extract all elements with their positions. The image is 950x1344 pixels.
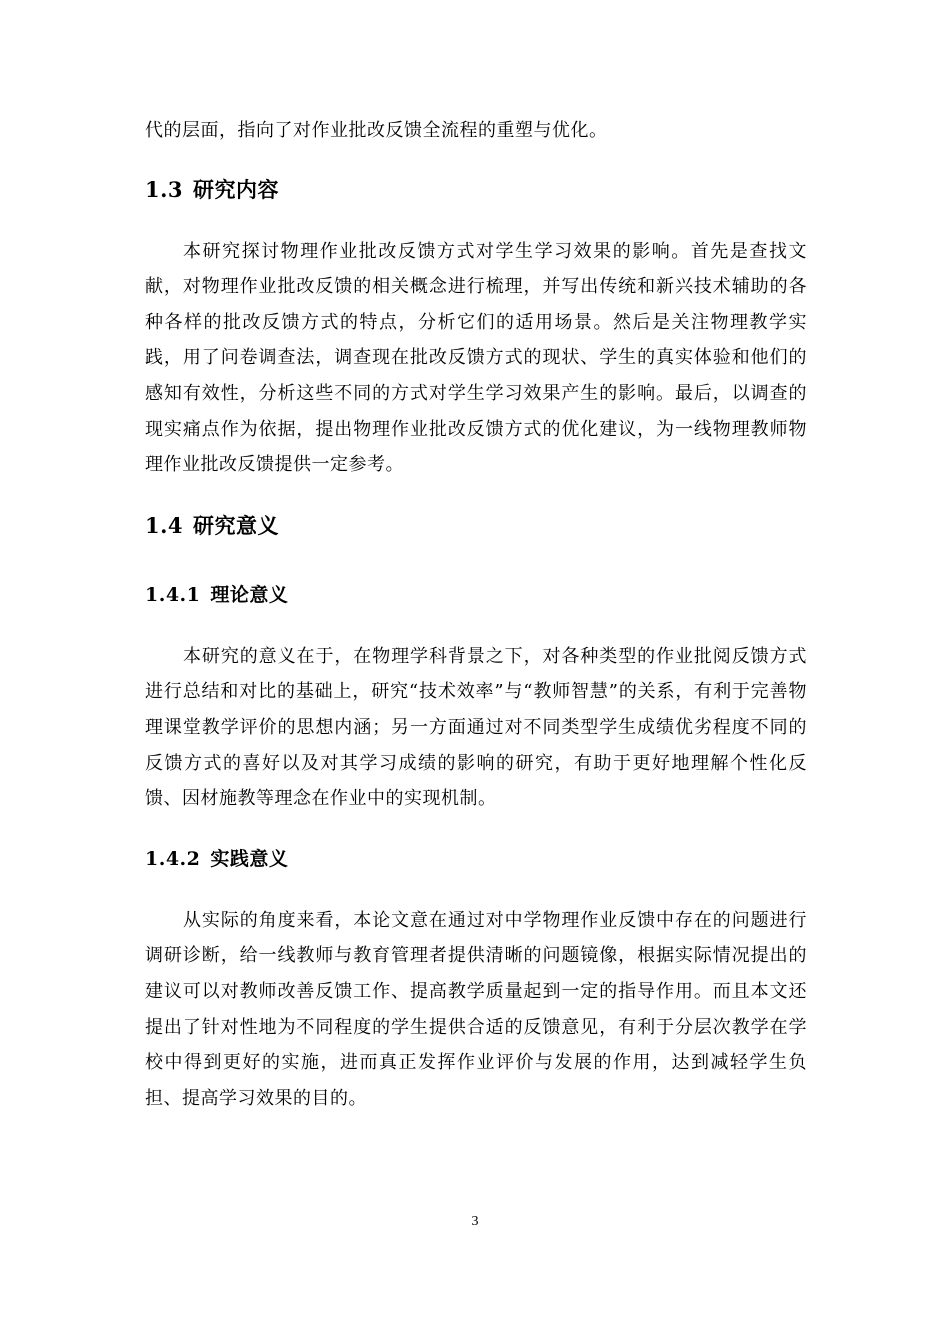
section-1-3-number: 1.3 xyxy=(145,176,184,202)
section-1-4-2-paragraph: 从实际的角度来看，本论文意在通过对中学物理作业反馈中存在的问题进行调研诊断，给一线教师与教育管理者提供清晰的问题镜像，根据实际情况提出的建议可以对教师改善反馈工作、提高教学质量起到一定的指导作用。而且本文还提出了针对性地为不同程度的学生提供合适的反馈意见，有利于分层次教学在学校中得到更好的实施，进而真正发挥作业评价与发展的作用，达到减轻学生负担、提高学习效果的目的。 xyxy=(145,909,807,1109)
section-1-4-1-paragraph: 本研究的意义在于，在物理学科背景之下，对各种类型的作业批阅反馈方式进行总结和对比的基础上，研究“技术效率”与“教师智慧”的关系，有利于完善物理课堂教学评价的思想内涵；另一方面通过对不同类型学生成绩优劣程度不同的反馈方式的喜好以及对其学习成绩的影响的研究，有助于更好地理解个性化反馈、因材施教等理念在作业中的实现机制。 xyxy=(145,645,807,810)
section-1-4-2-title: 实践意义 xyxy=(210,847,289,870)
section-1-3-heading xyxy=(145,175,807,205)
section-1-4-1-title: 理论意义 xyxy=(210,583,289,606)
section-1-3-title: 研究内容 xyxy=(193,176,280,202)
section-1-4-1-number: 1.4.1 xyxy=(145,583,201,606)
page-number: 3 xyxy=(471,1214,479,1229)
section-1-4-2-number: 1.4.2 xyxy=(145,847,201,870)
section-1-4-heading xyxy=(145,511,807,541)
section-1-4-number: 1.4 xyxy=(145,512,184,538)
section-1-4-1-heading xyxy=(145,581,807,609)
intro-tail-paragraph: 代的层面，指向了对作业批改反馈全流程的重塑与优化。 xyxy=(145,120,608,141)
section-1-4-title: 研究意义 xyxy=(193,512,280,538)
section-1-3-paragraph: 本研究探讨物理作业批改反馈方式对学生学习效果的影响。首先是查找文献，对物理作业批改反馈的相关概念进行梳理，并写出传统和新兴技术辅助的各种各样的批改反馈方式的特点，分析它们的适用场景。然后是关注物理教学实践，用了问卷调查法，调查现在批改反馈方式的现状、学生的真实体验和他们的感知有效性，分析这些不同的方式对学生学习效果产生的影响。最后，以调查的现实痛点作为依据，提出物理作业批改反馈方式的优化建议，为一线物理教师物理作业批改反馈提供一定参考。 xyxy=(145,240,807,476)
document-page xyxy=(145,113,807,1116)
section-1-4-2-heading xyxy=(145,845,807,873)
